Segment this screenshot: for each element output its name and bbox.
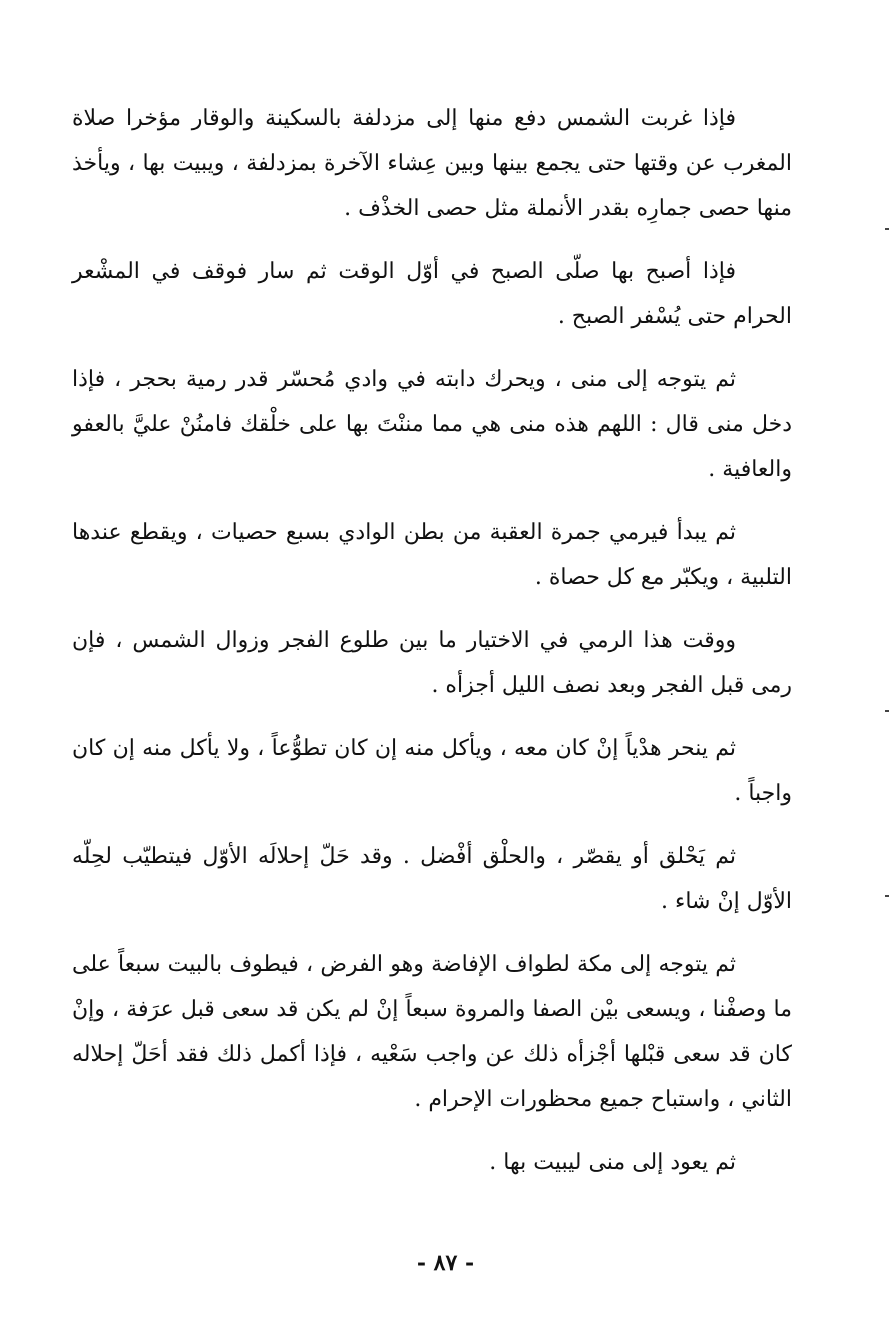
paragraph-muzdalifa: فإذا غربت الشمس دفع منها إلى مزدلفة بالسكينة والوقار مؤخرا صلاة المغرب عن وقتها حتى يجمع بينها وبين عِشاء الآخرة بمزدلفة ، ويبيت بها ، ويأخذ منها حصى جمارِه بقدر الأنملة مثل حصى الخذْف . bbox=[72, 106, 792, 221]
paragraph-tawaf-ifada: ثم يتوجه إلى مكة لطواف الإفاضة وهو الفرض ، فيطوف بالبيت سبعاً على ما وصفْنا ، ويسعى بيْن الصفا والمروة سبعاً إنْ لم يكن قد سعى قبل عرَفة ، وإنْ كان قد سعى قبْلها أجْزأه ذلك عن واجب سَعْيه ، فإذا أكمل ذلك فقد أحَلّ إحلاله الثاني ، واستباح جميع محظورات الإحرام . bbox=[72, 952, 792, 1112]
margin-mark bbox=[885, 895, 889, 897]
paragraph-mashar-haram: فإذا أصبح بها صلّى الصبح في أوّل الوقت ثم سار فوقف في المشْعر الحرام حتى يُسْفر الصبح . bbox=[72, 259, 792, 329]
paragraph-halq: ثم يَحْلق أو يقصّر ، والحلْق أفْضل . وقد حَلّ إحلالَه الأوّل فيتطيّب لحِلّه الأوّل إنْ شاء . bbox=[72, 844, 792, 914]
paragraph-jamrat-aqaba: ثم يبدأ فيرمي جمرة العقبة من بطن الوادي بسبع حصيات ، ويقطع عندها التلبية ، ويكبّر مع كل حصاة . bbox=[72, 520, 792, 590]
paragraph-hady: ثم ينحر هدْياً إنْ كان معه ، ويأكل منه إن كان تطوُّعاً ، ولا يأكل منه إن كان واجباً . bbox=[72, 736, 792, 806]
page-number: - ٨٧ - bbox=[416, 1250, 475, 1276]
paragraph-ramy-time: ووقت هذا الرمي في الاختيار ما بين طلوع الفجر وزوال الشمس ، فإن رمى قبل الفجر وبعد نصف الليل أجزأه . bbox=[72, 628, 792, 698]
margin-mark bbox=[885, 228, 889, 230]
paragraph-mina-arrival: ثم يتوجه إلى منى ، ويحرك دابته في وادي مُحسّر قدر رمية بحجر ، فإذا دخل منى قال : اللهم هذه منى هي مما مننْتَ بها على خلْقك فامنُنْ عليَّ بالعفو والعافية . bbox=[72, 367, 792, 482]
margin-mark bbox=[885, 710, 889, 712]
paragraph-return-mina: ثم يعود إلى منى ليبيت بها . bbox=[489, 1150, 736, 1175]
document-body bbox=[72, 96, 792, 1185]
